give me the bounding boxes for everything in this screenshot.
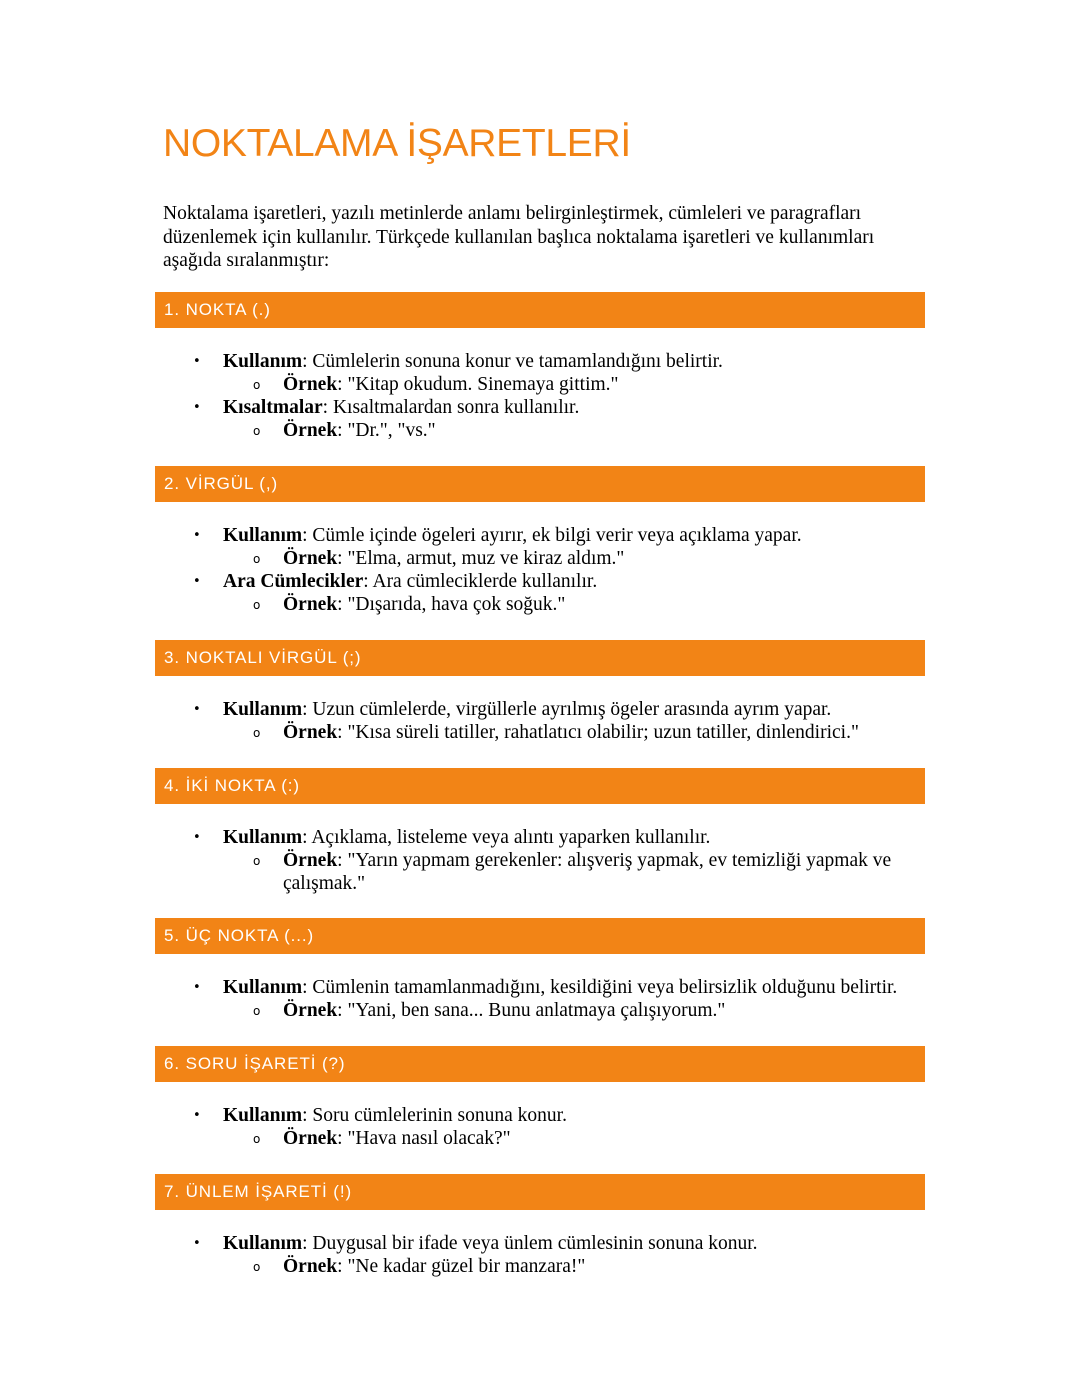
example-text: : "Dr.", "vs." xyxy=(337,420,436,441)
example-text: : "Ne kadar güzel bir manzara!" xyxy=(337,1256,586,1277)
item-text: : Uzun cümlelerde, virgüllerle ayrılmış ögeler arasında ayrım yapar. xyxy=(302,699,832,720)
bullet-marker: • xyxy=(193,830,201,845)
item-text: : Cümle içinde ögeleri ayırır, ek bilgi verir veya açıklama yapar. xyxy=(302,525,802,546)
example-item xyxy=(0,373,923,396)
sub-bullet-marker: o xyxy=(253,378,261,392)
item-text: : Cümlelerin sonuna konur ve tamamlandığını belirtir. xyxy=(302,351,723,372)
example-item xyxy=(0,999,923,1022)
bullet-marker: • xyxy=(193,1236,201,1251)
sub-bullet-marker: o xyxy=(253,424,261,438)
section-items xyxy=(0,698,1080,744)
example-item xyxy=(0,1255,923,1278)
item-text: : Soru cümlelerinin sonuna konur. xyxy=(302,1105,567,1126)
sub-bullet-marker: o xyxy=(253,1260,261,1274)
example-label: Örnek xyxy=(283,548,338,569)
section-items xyxy=(0,524,1080,616)
bullet-marker: • xyxy=(193,574,201,589)
example-text: : "Kitap okudum. Sinemaya gittim." xyxy=(337,374,619,395)
example-label: Örnek xyxy=(283,722,338,743)
item-text: : Ara cümleciklerde kullanılır. xyxy=(363,571,598,592)
item-label: Kullanım xyxy=(223,827,303,848)
example-label: Örnek xyxy=(283,1128,338,1149)
item-text: : Açıklama, listeleme veya alıntı yaparken kullanılır. xyxy=(302,827,711,848)
item-label: Kullanım xyxy=(223,1105,303,1126)
intro-paragraph: Noktalama işaretleri, yazılı metinlerde anlamı belirginleştirmek, cümleleri ve paragrafları düzenlemek için kullanılır. Türkçede kullanılan başlıca noktalama işaretleri ve kullanımları aşağıda sıralanmıştır: xyxy=(163,203,875,271)
sub-bullet-marker: o xyxy=(253,854,261,868)
example-text: : "Kısa süreli tatiller, rahatlatıcı olabilir; uzun tatiller, dinlendirici." xyxy=(337,722,859,743)
example-item xyxy=(0,1127,923,1150)
item-text: : Kısaltmalardan sonra kullanılır. xyxy=(322,397,580,418)
example-label: Örnek xyxy=(283,420,338,441)
section-items xyxy=(0,976,1080,1022)
example-label: Örnek xyxy=(283,850,338,871)
item-label: Kullanım xyxy=(223,977,303,998)
list-item xyxy=(0,1104,1080,1127)
section-items xyxy=(0,1104,1080,1150)
sub-bullet-marker: o xyxy=(253,726,261,740)
section-heading: 3. NOKTALI VİRGÜL (;) xyxy=(155,640,925,676)
bullet-marker: • xyxy=(193,1108,201,1123)
bullet-marker: • xyxy=(193,980,201,995)
page-title: NOKTALAMA İŞARETLERİ xyxy=(163,122,631,165)
list-item xyxy=(0,976,1080,999)
example-item xyxy=(0,547,923,570)
item-label: Kullanım xyxy=(223,525,303,546)
example-item xyxy=(0,849,923,895)
sub-bullet-marker: o xyxy=(253,1132,261,1146)
list-item xyxy=(0,826,1080,849)
section-heading: 6. SORU İŞARETİ (?) xyxy=(155,1046,925,1082)
section-heading: 1. NOKTA (.) xyxy=(155,292,925,328)
example-label: Örnek xyxy=(283,1256,338,1277)
example-text: : "Dışarıda, hava çok soğuk." xyxy=(337,594,566,615)
item-label: Kısaltmalar xyxy=(223,397,323,418)
bullet-marker: • xyxy=(193,702,201,717)
section-heading: 2. VİRGÜL (,) xyxy=(155,466,925,502)
example-label: Örnek xyxy=(283,374,338,395)
item-label: Kullanım xyxy=(223,1233,303,1254)
list-item xyxy=(0,1232,1080,1255)
example-label: Örnek xyxy=(283,1000,338,1021)
list-item xyxy=(0,350,1080,373)
section-items xyxy=(0,1232,1080,1278)
sub-bullet-marker: o xyxy=(253,1004,261,1018)
example-item xyxy=(0,721,923,744)
example-text: : "Yani, ben sana... Bunu anlatmaya çalışıyorum." xyxy=(337,1000,726,1021)
bullet-marker: • xyxy=(193,528,201,543)
example-text: : "Hava nasıl olacak?" xyxy=(337,1128,511,1149)
bullet-marker: • xyxy=(193,354,201,369)
item-text: : Cümlenin tamamlanmadığını, kesildiğini veya belirsizlik olduğunu belirtir. xyxy=(302,977,898,998)
item-text: : Duygusal bir ifade veya ünlem cümlesinin sonuna konur. xyxy=(302,1233,758,1254)
example-item xyxy=(0,593,923,616)
section-heading: 7. ÜNLEM İŞARETİ (!) xyxy=(155,1174,925,1210)
list-item xyxy=(0,524,1080,547)
section-items xyxy=(0,826,1080,895)
section-items xyxy=(0,350,1080,442)
bullet-marker: • xyxy=(193,400,201,415)
example-text: : "Elma, armut, muz ve kiraz aldım." xyxy=(337,548,625,569)
item-label: Ara Cümlecikler xyxy=(223,571,364,592)
list-item xyxy=(0,570,1080,593)
section-heading: 5. ÜÇ NOKTA (...) xyxy=(155,918,925,954)
example-text: : "Yarın yapmam gerekenler: alışveriş yapmak, ev temizliği yapmak ve çalışmak." xyxy=(283,850,892,894)
sub-bullet-marker: o xyxy=(253,552,261,566)
example-label: Örnek xyxy=(283,594,338,615)
sub-bullet-marker: o xyxy=(253,598,261,612)
list-item xyxy=(0,396,1080,419)
list-item xyxy=(0,698,1080,721)
item-label: Kullanım xyxy=(223,699,303,720)
example-item xyxy=(0,419,923,442)
section-heading: 4. İKİ NOKTA (:) xyxy=(155,768,925,804)
item-label: Kullanım xyxy=(223,351,303,372)
